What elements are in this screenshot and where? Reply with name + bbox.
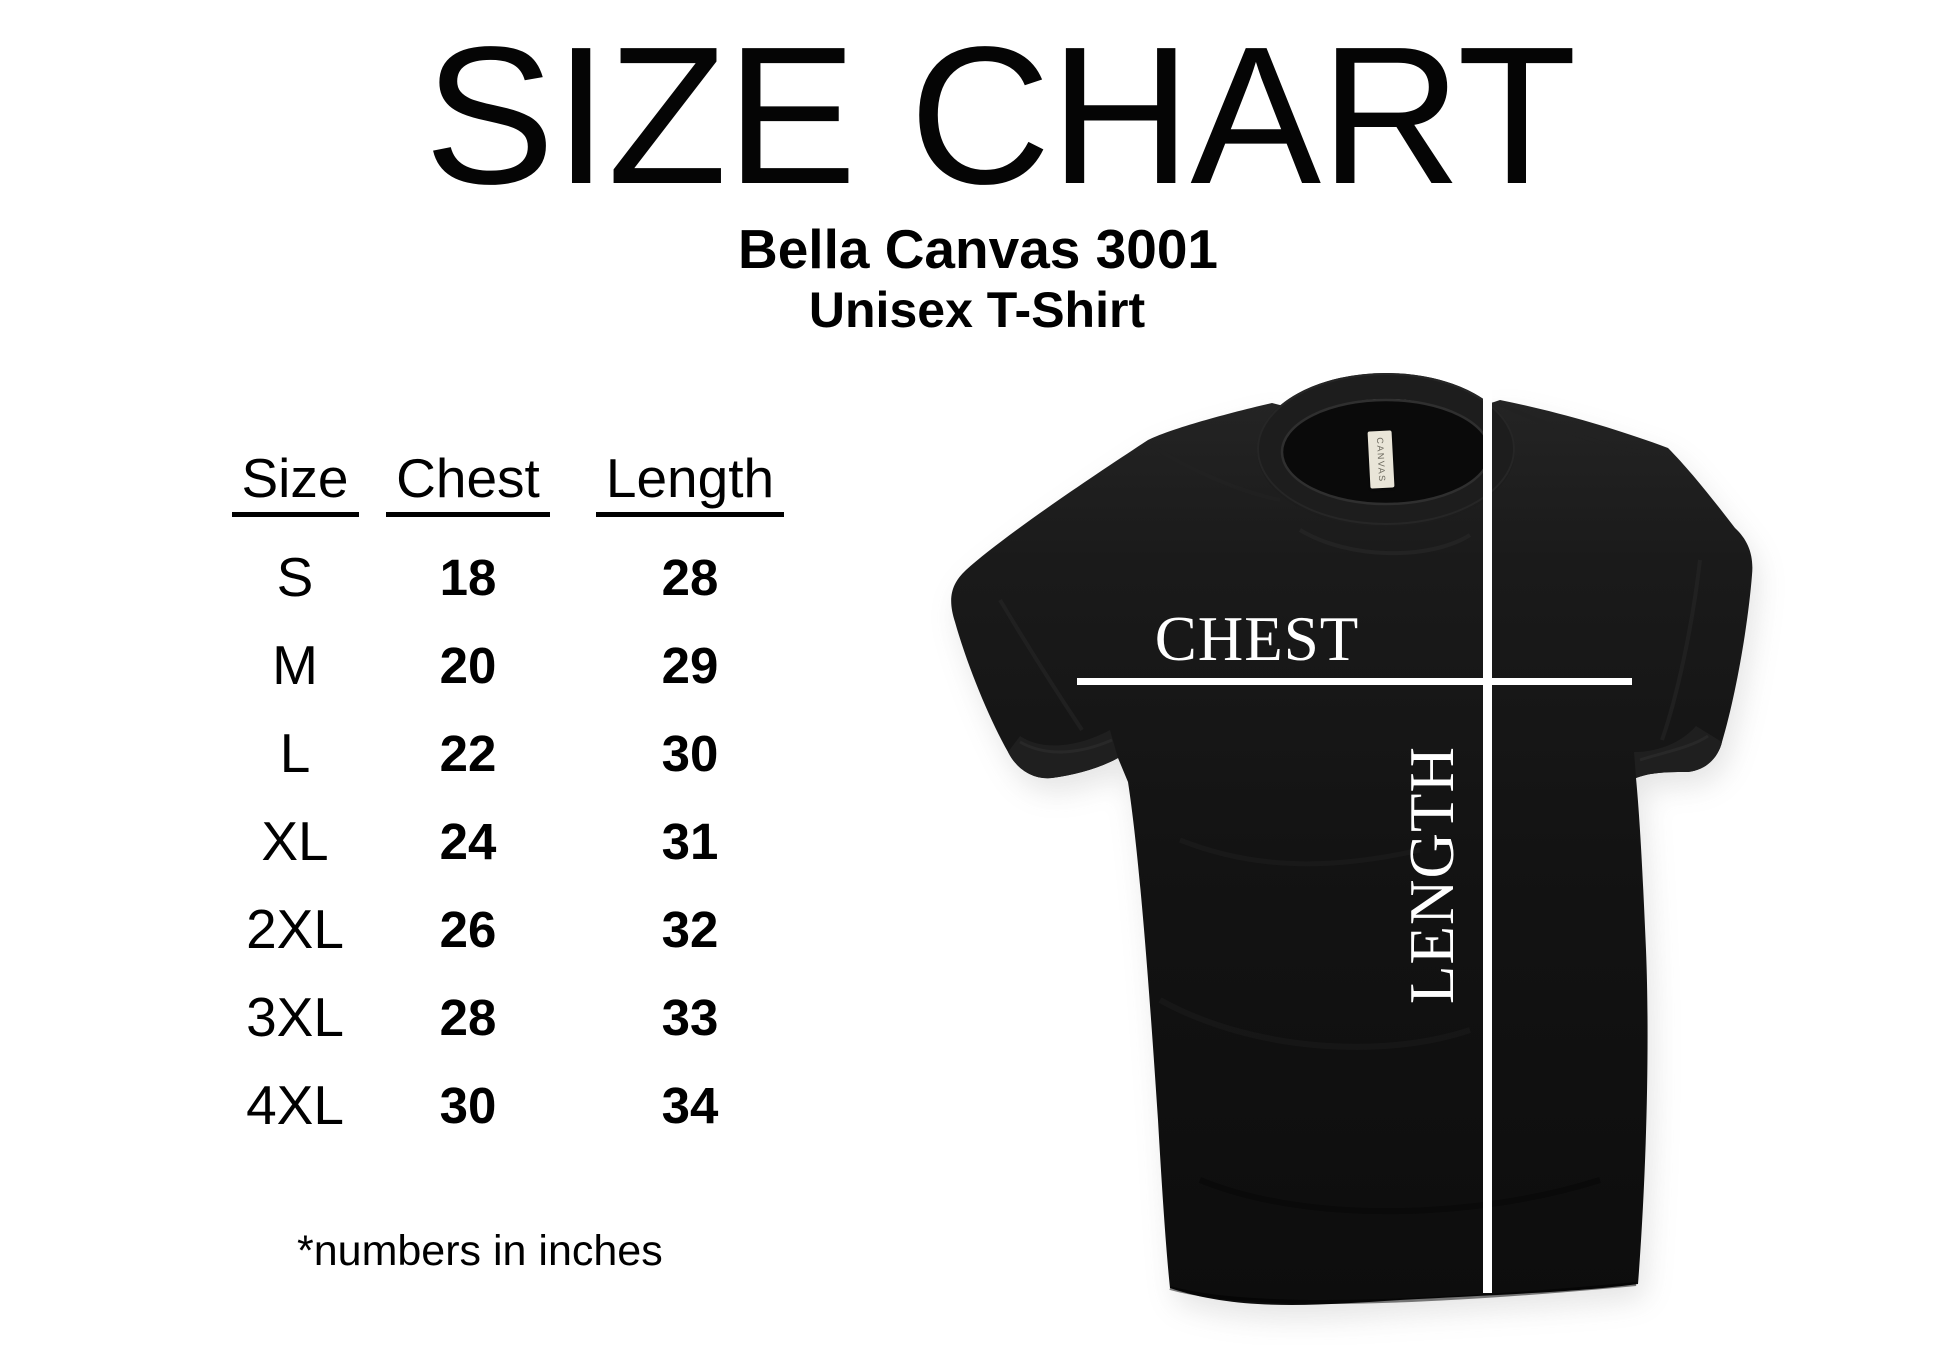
table-row-length: 34: [661, 1076, 719, 1134]
table-row-size: L: [279, 721, 311, 784]
table-row-size: 3XL: [246, 985, 344, 1048]
column-header-length: Length: [526, 445, 854, 542]
table-row-length: 30: [661, 724, 719, 782]
shirt-body: [951, 400, 1752, 1305]
subtitle-product: Bella Canvas 3001: [737, 218, 1219, 280]
table-row-length: 29: [661, 636, 719, 694]
table-row-length: 28: [661, 548, 719, 606]
neck-tag-brand: CANVAS: [1374, 437, 1388, 483]
units-footnote: *numbers in inches: [297, 1227, 663, 1275]
table-row-length: 31: [661, 812, 719, 870]
table-row-chest: 26: [439, 900, 497, 958]
subtitle-style: Unisex T-Shirt: [808, 282, 1146, 338]
neck-tag: [1368, 430, 1395, 488]
table-row-chest: 30: [439, 1076, 497, 1134]
table-row-size: 2XL: [246, 897, 344, 960]
table-row-chest: 18: [439, 548, 497, 606]
table-row-chest: 22: [439, 724, 497, 782]
chest-measure-line: [1077, 678, 1632, 685]
page-title: SIZE CHART: [424, 6, 1576, 225]
table-row-chest: 20: [439, 636, 497, 694]
table-row-size: 4XL: [246, 1073, 344, 1136]
column-header-chest: Chest: [410, 445, 526, 542]
table-row-size: M: [272, 633, 318, 696]
table-row-length: 32: [661, 900, 719, 958]
table-row-length: 33: [661, 988, 719, 1046]
chest-label: CHEST: [1154, 604, 1360, 674]
table-row-chest: 28: [439, 988, 497, 1046]
length-measure-line: [1483, 375, 1492, 1293]
table-row-size: S: [276, 545, 314, 608]
table-row-size: XL: [261, 809, 329, 872]
length-label: LENGTH: [1397, 746, 1467, 1004]
column-header-size: Size: [180, 445, 410, 542]
table-row-chest: 24: [439, 812, 497, 870]
